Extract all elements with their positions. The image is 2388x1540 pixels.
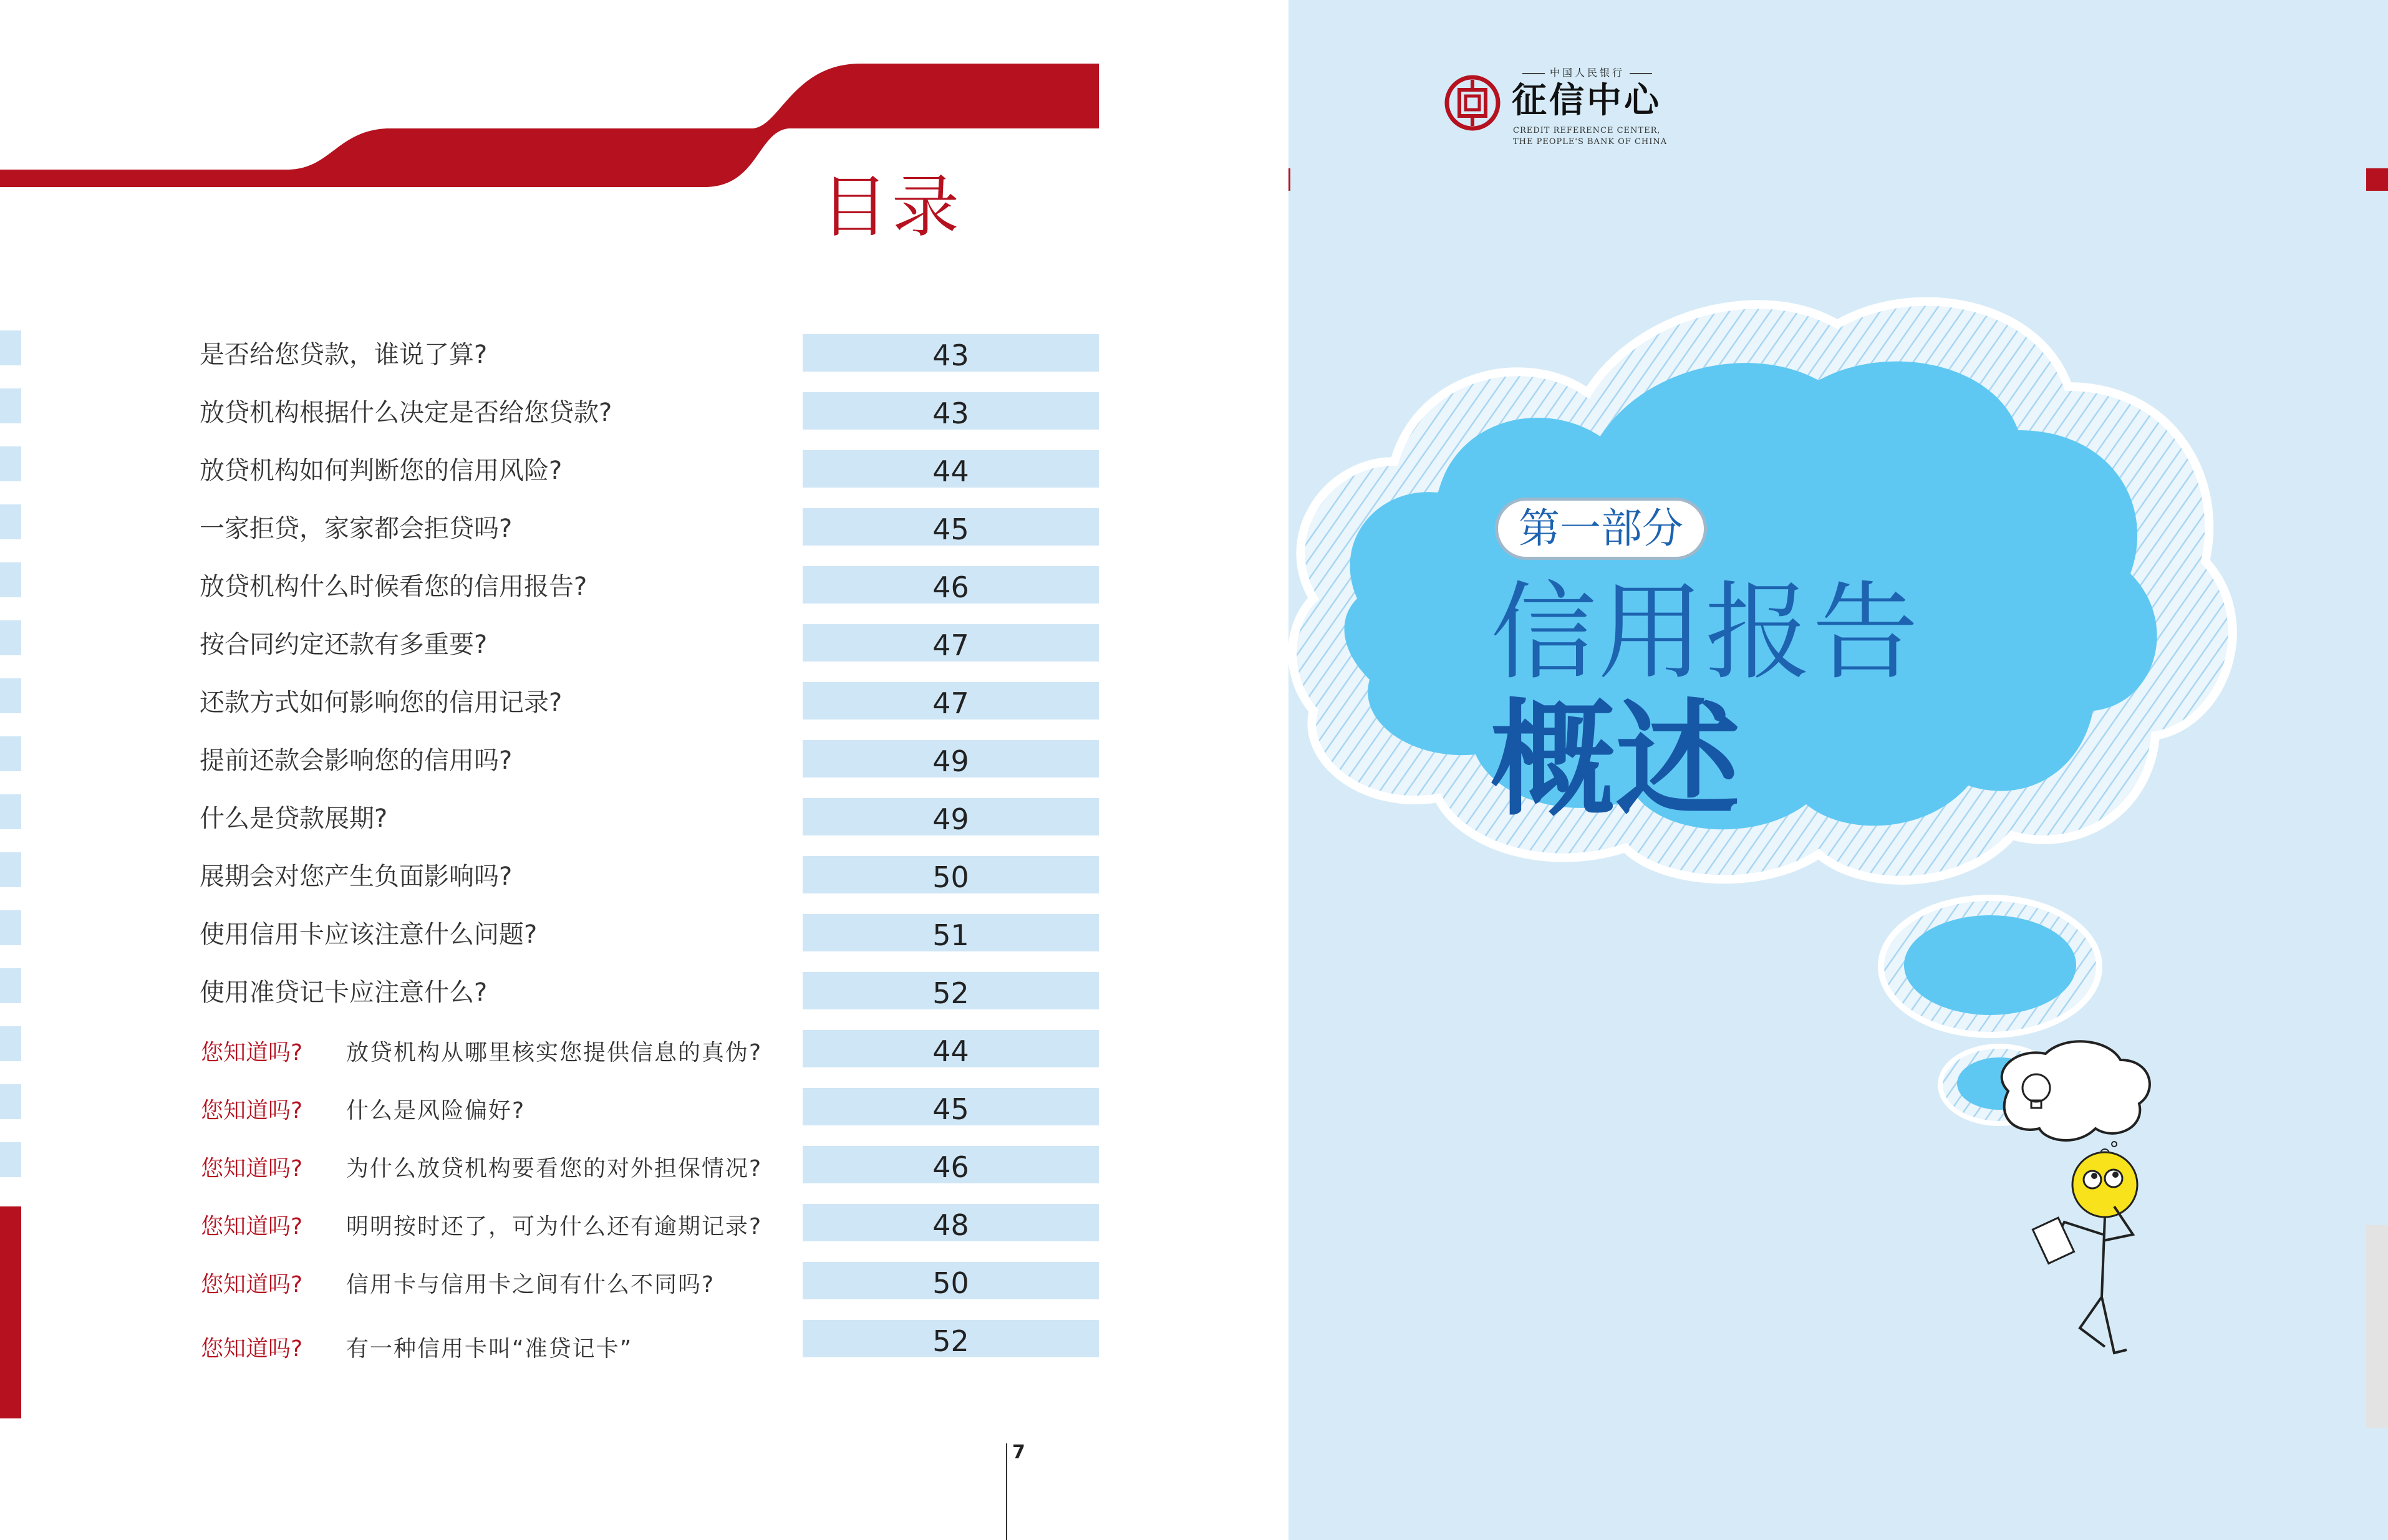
logo-english-line-2: THE PEOPLE'S BANK OF CHINA [1513,137,1668,147]
toc-did-you-know-entry[interactable] [0,1088,1104,1146]
toc-entry[interactable] [0,450,1104,508]
did-you-know-label: 您知道吗? [201,1040,303,1066]
toc-question: 还款方式如何影响您的信用记录? [200,688,563,717]
page-number: 7 [1012,1441,1025,1463]
toc-entry[interactable] [0,508,1104,566]
toc-did-you-know-entry[interactable] [0,1204,1104,1262]
toc-entry[interactable] [0,566,1104,624]
chapter-title-line-2: 概述 [1491,688,1741,833]
chapter-title-line-1: 信用报告 [1491,571,1920,695]
toc-page-number: 45 [803,1088,1099,1125]
edge-grey-tab [2366,1225,2388,1428]
toc-question: 什么是风险偏好? [346,1098,526,1124]
toc-question: 是否给您贷款，谁说了算? [200,340,488,369]
toc-page-number: 44 [803,1030,1099,1067]
toc-page-number: 52 [803,1320,1099,1357]
toc-did-you-know-entry[interactable] [0,1320,1104,1378]
gutter-mark [1288,168,1290,191]
toc-page-number: 48 [803,1204,1099,1241]
toc-question: 一家拒贷，家家都会拒贷吗? [200,514,513,543]
toc-question: 有一种信用卡叫“准贷记卡” [346,1336,633,1362]
toc-page-number: 51 [803,914,1099,951]
toc-question: 放贷机构根据什么决定是否给您贷款? [200,398,612,427]
toc-page-number: 50 [803,856,1099,893]
toc-page-number: 50 [803,1262,1099,1299]
toc-question: 提前还款会影响您的信用吗? [200,746,513,775]
did-you-know-label: 您知道吗? [201,1214,303,1239]
toc-entry[interactable] [0,392,1104,450]
part-label: 第一部分 [1495,498,1707,560]
toc-page-number: 49 [803,798,1099,835]
edge-red-tab [2366,168,2388,191]
did-you-know-label: 您知道吗? [201,1156,303,1181]
toc-question: 放贷机构什么时候看您的信用报告? [200,572,587,601]
toc-question: 使用信用卡应该注意什么问题? [200,920,538,949]
toc-entry[interactable] [0,334,1104,392]
logo-bank-name: 中国人民银行 [1509,65,1665,79]
did-you-know-label: 您知道吗? [201,1098,303,1124]
toc-entry[interactable] [0,972,1104,1030]
toc-page-number: 47 [803,624,1099,662]
logo-english-line-1: CREDIT REFERENCE CENTER, [1513,126,1661,135]
toc-page-number: 43 [803,392,1099,430]
toc-entry[interactable] [0,740,1104,798]
toc-question: 使用准贷记卡应注意什么? [200,978,488,1007]
toc-page-number: 52 [803,972,1099,1009]
thought-cloud-illustration [1288,274,2261,1147]
toc-entry[interactable] [0,914,1104,972]
toc-question: 什么是贷款展期? [200,804,388,833]
toc-question: 展期会对您产生负面影响吗? [200,862,513,891]
toc-did-you-know-entry[interactable] [0,1146,1104,1204]
toc-title: 目录 [820,168,963,246]
toc-entry[interactable] [0,624,1104,682]
toc-page-number: 46 [803,1146,1099,1183]
toc-entry[interactable] [0,682,1104,740]
toc-question: 放贷机构从哪里核实您提供信息的真伪? [346,1040,763,1066]
toc-page-number: 47 [803,682,1099,719]
thinking-stick-figure-illustration [1989,1035,2164,1359]
toc-page-number: 44 [803,450,1099,488]
toc-page-number: 45 [803,508,1099,546]
toc-page-number: 46 [803,566,1099,604]
toc-question: 信用卡与信用卡之间有什么不同吗? [346,1272,715,1297]
did-you-know-label: 您知道吗? [201,1336,303,1362]
toc-did-you-know-entry[interactable] [0,1030,1104,1088]
page-number-rule [1006,1443,1007,1540]
logo-center-name: 征信中心 [1512,80,1661,121]
toc-page-number: 43 [803,334,1099,372]
toc-did-you-know-entry[interactable] [0,1262,1104,1320]
credit-reference-center-logo [1444,61,1669,155]
toc-question: 明明按时还了，可为什么还有逾期记录? [346,1214,763,1239]
toc-entry[interactable] [0,798,1104,856]
did-you-know-label: 您知道吗? [201,1272,303,1297]
toc-question: 按合同约定还款有多重要? [200,630,488,659]
toc-page-number: 49 [803,740,1099,777]
toc-question: 放贷机构如何判断您的信用风险? [200,456,563,485]
toc-entry[interactable] [0,856,1104,914]
toc-question: 为什么放贷机构要看您的对外担保情况? [346,1156,763,1181]
seal-icon [1444,75,1501,131]
